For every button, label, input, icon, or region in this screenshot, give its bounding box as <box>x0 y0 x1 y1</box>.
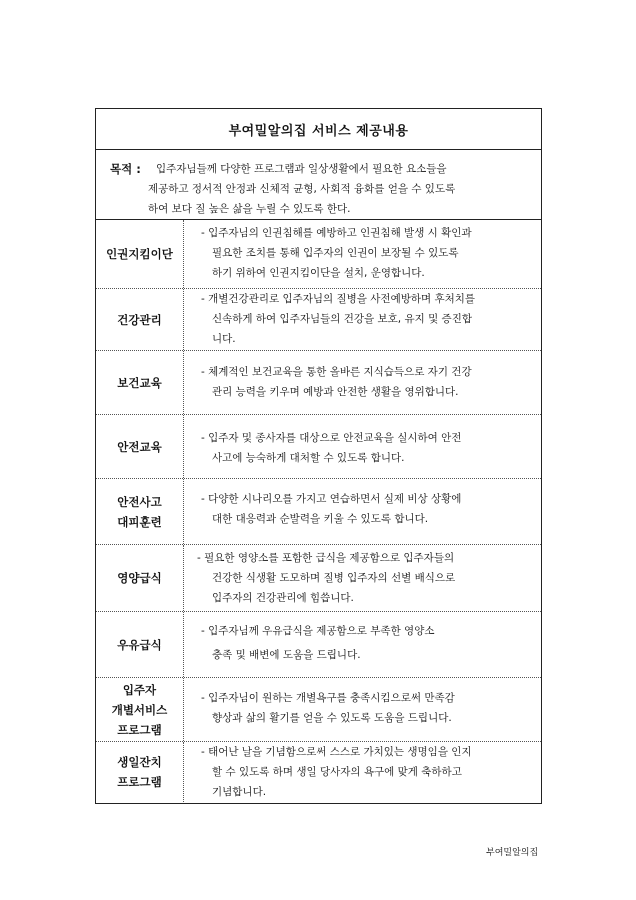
description-line: - 입주자님께 우유급식을 제공함으로 부족한 영양소 <box>201 625 435 637</box>
service-label <box>96 289 184 350</box>
service-label <box>96 545 184 611</box>
description-line: 관리 능력을 키우며 예방과 안전한 생활을 영위합니다. <box>212 386 459 398</box>
service-table <box>95 108 542 804</box>
description-line: 하기 위하여 인권지킴이단을 설치, 운영합니다. <box>212 267 425 279</box>
service-description <box>184 479 541 544</box>
service-label <box>96 351 184 414</box>
purpose-text: 제공하고 정서적 안정과 신체적 균형, 사회적 융화를 얻을 수 있도록 <box>148 183 456 195</box>
service-row-milk-supply <box>96 612 541 678</box>
description-line: - 개별건강관리로 입주자님의 질병을 사전예방하며 후처치를 <box>201 293 476 305</box>
service-label <box>96 479 184 544</box>
service-label-line: 생일잔치 <box>117 755 162 769</box>
service-label-line: 건강관리 <box>117 312 162 327</box>
service-label <box>96 612 184 677</box>
service-description <box>184 678 541 741</box>
service-label-line: 입주자 <box>122 682 157 697</box>
service-description <box>184 289 541 350</box>
service-row-nutrition-meals <box>96 545 541 612</box>
description-line: 향상과 삶의 활기를 얻을 수 있도록 도움을 드립니다. <box>212 712 452 724</box>
service-description <box>184 545 541 611</box>
description-line: 대한 대응력과 순발력을 키울 수 있도록 합니다. <box>212 513 429 525</box>
description-line: 니다. <box>212 333 236 345</box>
service-row-safety-education <box>96 415 541 479</box>
description-line: 필요한 조치를 통해 입주자의 인권이 보장될 수 있도록 <box>212 247 459 259</box>
description-line: 사고에 능숙하게 대처할 수 있도록 합니다. <box>212 452 405 464</box>
description-line: - 체계적인 보건교육을 통한 올바른 지식습득으로 자기 건강 <box>201 366 472 378</box>
purpose-section <box>96 150 541 220</box>
service-row-health-care <box>96 289 541 351</box>
service-label-line: 프로그램 <box>117 722 162 737</box>
description-line: - 필요한 영양소를 포함한 급식을 제공함으로 입주자들의 <box>197 552 455 564</box>
description-line: 기념합니다. <box>212 786 267 798</box>
service-label <box>96 415 184 478</box>
service-description <box>184 220 541 288</box>
description-line: 할 수 있도록 하며 생일 당사자의 욕구에 맞게 축하하고 <box>212 766 462 778</box>
service-label <box>96 678 184 741</box>
service-label-line: 대피훈련 <box>117 514 162 529</box>
description-line: - 입주자 및 종사자를 대상으로 안전교육을 실시하여 안전 <box>201 432 462 444</box>
service-description <box>184 612 541 677</box>
service-label-line: 개별서비스 <box>111 702 168 717</box>
service-label-line: 우유급식 <box>117 637 162 652</box>
service-description <box>184 415 541 478</box>
description-line: 충족 및 배변에 도움을 드립니다. <box>212 649 361 661</box>
table-title: 부여밀알의집 서비스 제공내용 <box>96 109 541 150</box>
service-label <box>96 220 184 288</box>
service-label-line: 안전사고 <box>117 494 162 509</box>
service-row-health-education <box>96 351 541 415</box>
service-label-line: 안전교육 <box>117 439 162 454</box>
service-label-line: 영양급식 <box>117 571 162 585</box>
footer-organization: 부여밀알의집 <box>486 848 539 858</box>
service-label-line: 인권지킴이단 <box>106 247 173 261</box>
description-line: 건강한 식생활 도모하며 질병 입주자의 선별 배식으로 <box>212 572 456 584</box>
purpose-label: 목적 : <box>110 162 141 176</box>
service-row-evacuation-drill <box>96 479 541 545</box>
service-description <box>184 742 541 802</box>
purpose-text: 입주자님들께 다양한 프로그램과 일상생활에서 필요한 요소들을 <box>156 163 447 175</box>
purpose-text: 하여 보다 질 높은 삶을 누릴 수 있도록 한다. <box>148 203 351 215</box>
service-description <box>184 351 541 414</box>
description-line: - 다양한 시나리오를 가지고 연습하면서 실제 비상 상황에 <box>201 493 462 505</box>
service-label-line: 프로그램 <box>117 775 162 789</box>
service-row-human-rights <box>96 220 541 289</box>
service-row-birthday-program <box>96 742 541 802</box>
description-line: - 태어난 날을 기념함으로써 스스로 가치있는 생명임을 인지 <box>201 746 472 758</box>
description-line: 입주자의 건강관리에 힘씁니다. <box>212 592 354 604</box>
service-label-line: 보건교육 <box>117 375 162 390</box>
description-line: 신속하게 하여 입주자님들의 건강을 보호, 유지 및 증진합 <box>212 313 472 325</box>
description-line: - 입주자님이 원하는 개별욕구를 충족시킴으로써 만족감 <box>201 692 455 704</box>
description-line: - 입주자님의 인권침해를 예방하고 인권침해 발생 시 확인과 <box>201 227 472 239</box>
service-row-individual-program <box>96 678 541 742</box>
service-label <box>96 742 184 802</box>
